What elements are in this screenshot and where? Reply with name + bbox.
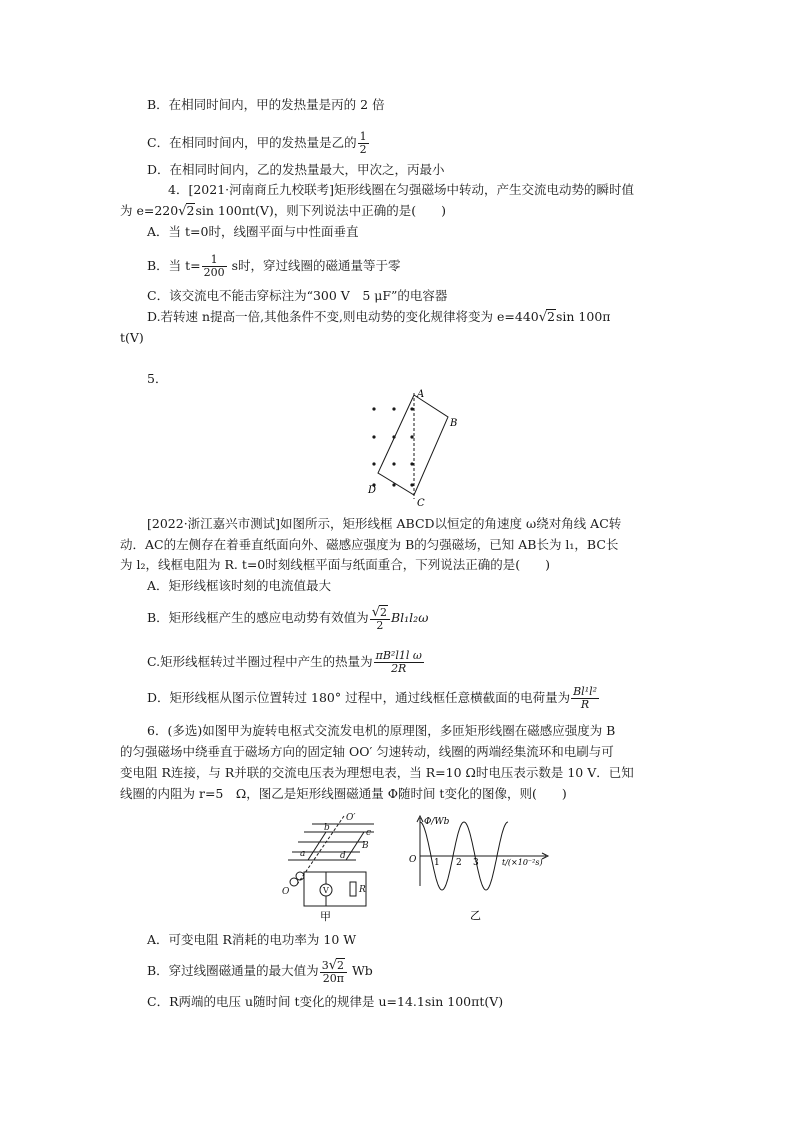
q6-stem-line2: 的匀强磁场中绕垂直于磁场方向的固定轴 OO′ 匀速转动，线圈的两端经集流环和电刷与可 — [120, 744, 614, 759]
label-a-point: a — [300, 849, 306, 859]
q5-option-d — [147, 686, 600, 711]
q4-formula-suffix: sin 100πt(V)，则下列说法中正确的是( ) — [195, 203, 447, 218]
option-d-prev: D．在相同时间内，乙的发热量最大，甲次之，丙最小 — [147, 162, 445, 177]
slip-ring — [290, 878, 298, 886]
q5-option-b — [147, 605, 428, 632]
q5-option-d-text: D．矩形线框从图示位置转过 180° 过程中，通过线框任意横截面的电荷量为 — [147, 690, 571, 705]
generator-diagram — [282, 810, 392, 922]
q6-option-b-unit: Wb — [347, 963, 373, 978]
q4-option-d-cont: t(V) — [120, 330, 144, 345]
label-voltmeter: V — [323, 886, 329, 895]
label-d-point: d — [340, 851, 346, 861]
q5-number: 5． — [147, 371, 168, 386]
q5-option-b-text: B．矩形线框产生的感应电动势有效值为 — [147, 610, 369, 625]
fraction: $\frac{3√2}{20\pi}$ — [320, 958, 347, 985]
q6-stem-line1: 6．(多选)如图甲为旋转电枢式交流发电机的原理图，多匝矩形线圈在磁感应强度为 B — [147, 723, 616, 738]
q5-option-b-formula: Bl₁l₂ω — [390, 610, 429, 625]
q6-option-a: A．可变电阻 R消耗的电功率为 10 W — [147, 932, 357, 947]
label-field-b: B — [362, 841, 369, 851]
fraction: $\frac{1}{200}$ — [203, 253, 225, 279]
label-o: O — [282, 887, 290, 897]
tick-1: 1 — [434, 858, 440, 868]
label-c-point: c — [366, 828, 372, 838]
q4-option-b-tail: s时，穿过线圈的磁通量等于零 — [227, 258, 401, 273]
q4-stem-line1: 4．[2021·河南商丘九校联考]矩形线圈在匀强磁场中转动，产生交流电动势的瞬时值 — [168, 182, 634, 197]
tick-2: 2 — [456, 858, 462, 868]
label-b-point: b — [324, 823, 330, 833]
sqrt-value: 2 — [186, 203, 195, 218]
magnetic-field-dots — [372, 407, 413, 486]
tick-3: 3 — [473, 858, 479, 868]
q4-formula-prefix: 为 e=220 — [120, 203, 179, 218]
label-a: A — [417, 389, 425, 400]
q4-option-a: A．当 t=0时，线圈平面与中性面垂直 — [147, 224, 359, 239]
fraction: $\frac{\text{πB²l1l ω}}{2R}$ — [375, 649, 422, 675]
q6-option-c: C．R两端的电压 u随时间 t变化的规律是 u=14.1sin 100πt(V) — [147, 994, 504, 1009]
sqrt-value: 2 — [547, 309, 555, 324]
q5-option-c — [147, 650, 425, 675]
q6-option-b-text: B．穿过线圈磁通量的最大值为 — [147, 963, 319, 978]
q6-stem-line4: 线圈的内阻为 r=5 Ω，图乙是矩形线圈磁通量 Φ随时间 t变化的图像，则( ) — [120, 786, 567, 801]
fraction: $\frac{1}{2}$ — [359, 130, 367, 156]
caption-yi: 乙 — [470, 909, 481, 922]
flux-graph — [404, 812, 554, 922]
variable-resistor — [350, 882, 356, 896]
q5-stem-line1: [2022·浙江嘉兴市测试]如图所示，矩形线框 ABCD以恒定的角速度 ω绕对角线 AC转 — [147, 516, 622, 531]
q4-option-d-formula: sin 100π — [555, 309, 611, 324]
q6-stem-line3: 变电阻 R连接，与 R并联的交流电压表为理想电表，当 R=10 Ω时电压表示数是 10 V．已知 — [120, 765, 634, 780]
q4-stem-line2: 为 e=220√2sin 100πt(V)，则下列说法中正确的是( ) — [120, 203, 447, 219]
fraction: $\frac{√2}{2}$ — [370, 605, 390, 632]
q4-option-d-text: D.若转速 n提高一倍,其他条件不变,则电动势的变化规律将变为 e=440 — [147, 309, 539, 324]
q6-option-b — [147, 958, 373, 985]
x-axis-label: t/(×10⁻²s) — [502, 858, 543, 867]
q5-stem-line3: 为 l₂，线框电阻为 R. t=0时刻线框平面与纸面重合，下列说法正确的是( ) — [120, 557, 551, 572]
q5-option-c-text: C.矩形线框转过半圈过程中产生的热量为 — [147, 654, 373, 669]
label-r: R — [359, 885, 366, 895]
q4-option-d: D.若转速 n提高一倍,其他条件不变,则电动势的变化规律将变为 e=440√2sin 100π — [147, 309, 611, 325]
option-b-prev: B．在相同时间内，甲的发热量是丙的 2 倍 — [147, 97, 385, 112]
label-c: C — [417, 498, 425, 509]
fraction: $\frac{\text{Bl¹l²}}{R}$ — [573, 685, 598, 711]
q4-option-c: C．该交流电不能击穿标注为“300 V 5 μF”的电容器 — [147, 288, 448, 303]
q4-option-b-text: B．当 t= — [147, 258, 201, 273]
coil — [308, 832, 364, 860]
q5-figure — [362, 385, 472, 510]
caption-jia: 甲 — [320, 910, 331, 922]
label-d: D — [368, 485, 377, 496]
y-axis-label: Φ/Wb — [424, 817, 450, 827]
label-o-prime: O′ — [346, 813, 356, 823]
option-c-prev-text: C．在相同时间内，甲的发热量是乙的 — [147, 135, 357, 150]
external-circuit — [304, 872, 366, 906]
label-b: B — [450, 418, 458, 429]
q5-stem-line2: 动．AC的左侧存在着垂直纸面向外、磁感应强度为 B的匀强磁场，已知 AB长为 l₁，BC长 — [120, 537, 619, 552]
q5-option-a: A．矩形线框该时刻的电流值最大 — [147, 578, 332, 593]
q4-option-b — [147, 254, 401, 279]
origin-label: O — [409, 855, 417, 865]
option-c-prev — [147, 131, 370, 156]
